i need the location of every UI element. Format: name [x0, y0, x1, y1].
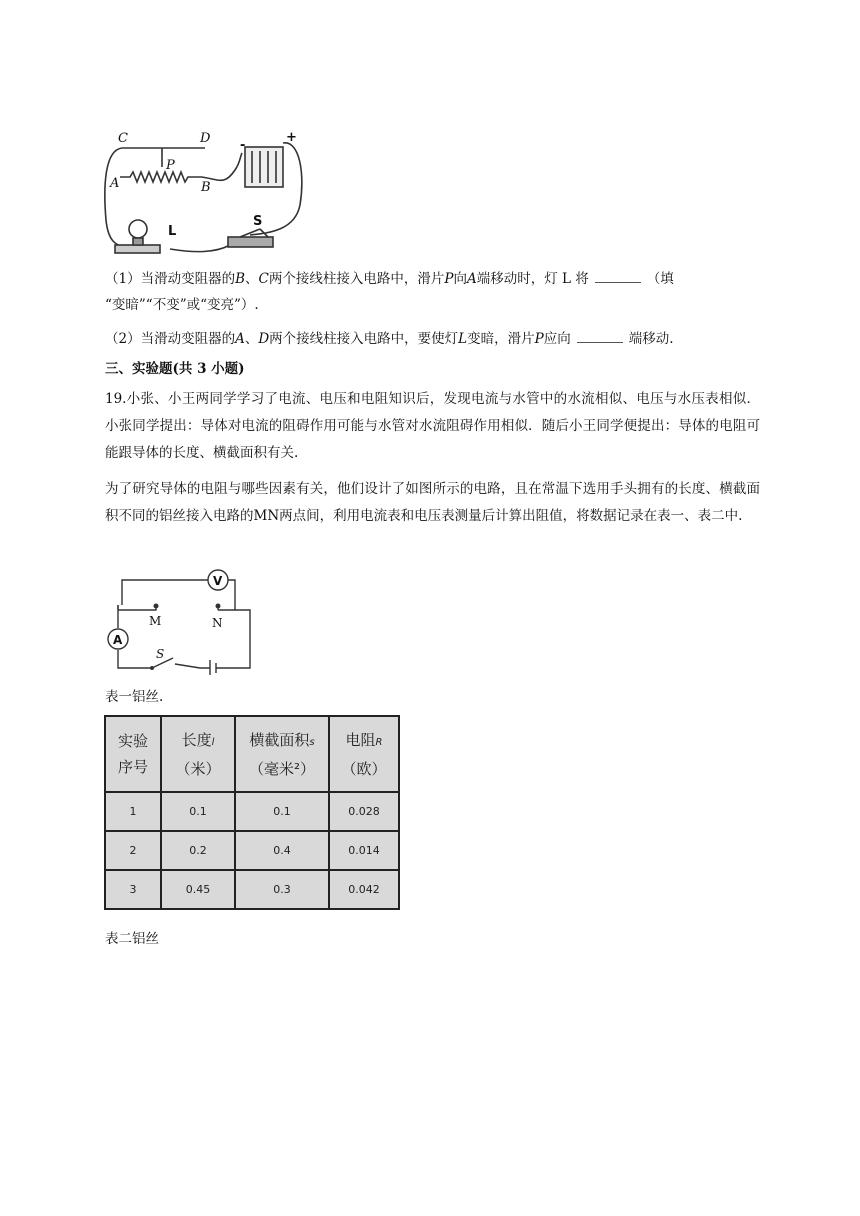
- q18-part1-line2: “变暗”“不变”或“变亮”）.: [105, 297, 259, 313]
- q19-paragraph-1: 19.小张、小王两同学学习了电流、电压和电阻知识后，发现电流与水管中的水流相似、电压与水压表相似．小张同学提出：导体对电流的阻碍作用可能与水管对水流阻碍作用相似．随后小王同学便提出：导体的电阻可能跟导体的长度、横截面积有关.: [105, 391, 760, 461]
- table-header-row: [105, 716, 399, 792]
- switch-S-label: S: [156, 647, 165, 661]
- label-B: B: [201, 180, 211, 195]
- table-cell: 0.2: [161, 831, 235, 870]
- table-cell: 0.028: [329, 792, 399, 831]
- table-cell: 0.014: [329, 831, 399, 870]
- rheostat-circuit-figure: [100, 125, 310, 260]
- mn-circuit-figure: [100, 560, 260, 675]
- table-row: [105, 831, 399, 870]
- label-D: D: [200, 131, 211, 146]
- label-P: P: [166, 158, 175, 173]
- ammeter-label: A: [113, 633, 123, 647]
- table-cell: 0.4: [235, 831, 329, 870]
- table-row: [105, 870, 399, 909]
- table1-aluminum-wire: [104, 715, 400, 910]
- voltmeter-label: V: [213, 574, 223, 588]
- q19-paragraph-2: 为了研究导体的电阻与哪些因素有关，他们设计了如图所示的电路，且在常温下选用手头拥有的长度、横截面积不同的铝丝接入电路的MN两点间，利用电流表和电压表测量后计算出阻值，将数据记录在表一、表二中.: [105, 481, 760, 524]
- table-cell: 0.1: [235, 792, 329, 831]
- table-cell: 0.1: [161, 792, 235, 831]
- label-plus: +: [286, 130, 297, 145]
- table-cell: 3: [105, 870, 161, 909]
- label-C: C: [118, 131, 128, 146]
- q18-part1-line1: （1）当滑动变阻器的B、C两个接线柱接入电路中，滑片P向A端移动时，灯 L 将 （填: [105, 271, 674, 287]
- point-N-label: N: [212, 616, 223, 630]
- table-row: [105, 792, 399, 831]
- label-L: L: [168, 224, 177, 239]
- table-cell: 0.042: [329, 870, 399, 909]
- table-cell: 2: [105, 831, 161, 870]
- table-cell: 0.3: [235, 870, 329, 909]
- answer-blank-1[interactable]: [595, 270, 641, 283]
- table-cell: 0.45: [161, 870, 235, 909]
- label-S: S: [253, 214, 263, 229]
- header-length: 长度l （米）: [161, 716, 235, 792]
- header-cross-section: 横截面积s （毫米²）: [235, 716, 329, 792]
- table-cell: 1: [105, 792, 161, 831]
- table2-caption: 表二铝丝: [105, 931, 159, 947]
- header-resistance: 电阻R （欧）: [329, 716, 399, 792]
- header-trial-number: 实验 序号: [105, 716, 161, 792]
- q18-part2: （2）当滑动变阻器的A、D两个接线柱接入电路中，要使灯L变暗，滑片P应向 端移动.: [105, 331, 674, 347]
- section-heading: 三、实验题(共 3 小题): [105, 361, 245, 377]
- table1-caption: 表一铝丝.: [105, 689, 164, 705]
- point-M-label: M: [149, 614, 162, 628]
- label-A: A: [110, 176, 120, 191]
- label-minus: -: [240, 138, 246, 153]
- answer-blank-2[interactable]: [577, 330, 623, 343]
